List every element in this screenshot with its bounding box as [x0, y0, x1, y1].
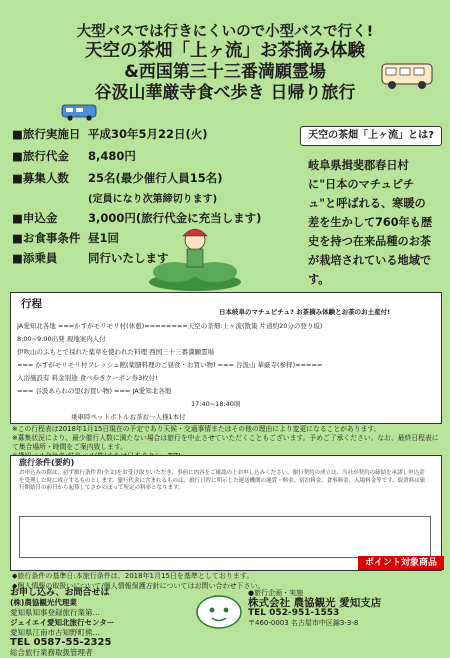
- itinerary-line5: === かすがモリモリ村フレッシュ館(薬膳料理のご昼食・お買い物) === 谷汲山 華厳寺(参拝)=====: [17, 361, 323, 369]
- terms-table: [19, 516, 431, 558]
- itinerary-label: 行程: [21, 298, 42, 310]
- terms-heading: 旅行条件(要約): [19, 458, 75, 467]
- agency-address: 〒460-0003 名古屋市中区錦3-3-8: [248, 619, 359, 627]
- header-line3: &西国第三十三番満願霊場: [124, 62, 326, 82]
- info-heading: 天空の茶畑「上ヶ流」とは?: [300, 126, 442, 146]
- detail-date: ■旅行実施日 平成30年5月22日(火): [12, 127, 208, 141]
- privacy-note: ◆個人情報の取扱いについて/個人情報保護方針についてはお問い合わせ下さい。: [12, 582, 265, 590]
- terms-body: お申込みの際は、必ず旅行条件書(全文)をお受け取りいただき、事前に内容をご確認の上お申し込みください。旅行契約の成立は、当社が契約の締結を承諾し申込金を受理した時に成立するものとします。旅行代金に含まれるものは、旅行日程に明示した運送機関の運賃・料金、宿泊料金、食事料金、入場料金等です。取消料は旅行開始日の前日から起算してさかのぼって所定の料率となります。: [19, 470, 426, 491]
- itinerary-box: [10, 292, 442, 424]
- note-2: ※募集状況により、最少催行人数に満たない場合は旅行を中止させていただくこともございます。予めご了承ください。なお、最終日程表にて集合場所・時間をご案内致します。: [12, 434, 439, 451]
- itinerary-line4: 伊吹山のふもとで採れた薬草を使われた料理 西国三十三番満願霊場: [17, 348, 215, 356]
- header-line1: 大型バスでは行きにくいので小型バスで行く!: [76, 24, 374, 40]
- itinerary-line3: 8:00~9:00出発 現地案内人付: [17, 335, 106, 343]
- header-line4: 谷汲山華厳寺食べ歩き 日帰り旅行: [94, 83, 356, 103]
- contact-block: [10, 588, 200, 658]
- address: 愛知県江南市古知野町熊…: [10, 628, 100, 637]
- detail-capacity: ■募集人数 25名(最少催行人員15名): [12, 171, 223, 185]
- itinerary-line9: 乗車時ペットボトルお茶お一人様1本付: [71, 413, 186, 421]
- mascot-icon: [192, 590, 246, 630]
- info-body: 岐阜県揖斐郡春日村に"日本のマチュピチュ"と呼ばれる、寒暖の差を生かして760年も歴史を持つ在来品種のお茶が栽培されている地域です。: [308, 159, 433, 286]
- org-name: (株)農協観光代理業: [10, 598, 77, 607]
- itinerary-line8: 17:40~18:40頃: [191, 400, 241, 408]
- detail-conductor: ■添乗員 同行いたします: [12, 251, 169, 265]
- detail-deposit: ■申込金 3,000円(旅行代金に充当します): [12, 211, 262, 225]
- terms-box: [10, 455, 442, 571]
- header-line2: 天空の茶畑「上ヶ流」お茶摘み体験: [85, 41, 365, 61]
- bus-icon: [378, 58, 436, 92]
- tea-field-illustration: [145, 222, 245, 292]
- tel-number: 0587-55-2325: [33, 637, 112, 648]
- note-1: ※この行程表は2018年1月15日現在の予定であり天候・交通事情またはその他の理由により変更になることがあります。: [12, 425, 381, 433]
- detail-meals: ■お食事条件 昼1回: [12, 231, 120, 245]
- tea-field-info: [300, 126, 440, 286]
- detail-price: ■旅行代金 8,480円: [12, 149, 136, 163]
- manager: 総合旅行業務取扱管理者: [10, 648, 93, 657]
- apply-text: お申し込み、お問合せは: [10, 588, 110, 598]
- agency-name: 株式会社 農協観光 愛知支店: [248, 597, 382, 609]
- itinerary-line7: === 谷汲あられの里(お買い物) === JA愛知北各地: [17, 387, 172, 395]
- agency-tel: 052-951-1553: [269, 608, 340, 618]
- plan-label: ●旅行企画・実施: [248, 589, 304, 597]
- detail-capacity-note: (定員になり次第締切ります): [88, 194, 218, 205]
- agency-tel-label: TEL: [248, 608, 267, 618]
- terms-footnote: ◆旅行条件の基準日:本旅行条件は、2018年1月15日を基準としております。: [12, 572, 254, 580]
- small-bus-icon: [60, 102, 100, 122]
- travel-center: ジェイエイ愛知北旅行センター: [10, 618, 115, 627]
- agency-block: [248, 588, 443, 628]
- org-sub: 愛知県知事登録旅行業第…: [10, 608, 100, 617]
- itinerary-line6: 入浴施設有 料金別途 食べ歩きクーポン券3枚付!: [17, 374, 158, 382]
- itinerary-line2: JA愛知北各地 ===かすがモリモリ村(休憩)========天空の茶畑:上ヶ流(散策 片道約20分の登り坂): [17, 322, 323, 330]
- point-badge: ポイント対象商品: [358, 556, 444, 570]
- itinerary-line1: 日本岐阜のマチュピチュ? お茶摘み体験とお茶のお土産付!: [219, 308, 391, 316]
- tel-label: TEL: [10, 637, 31, 648]
